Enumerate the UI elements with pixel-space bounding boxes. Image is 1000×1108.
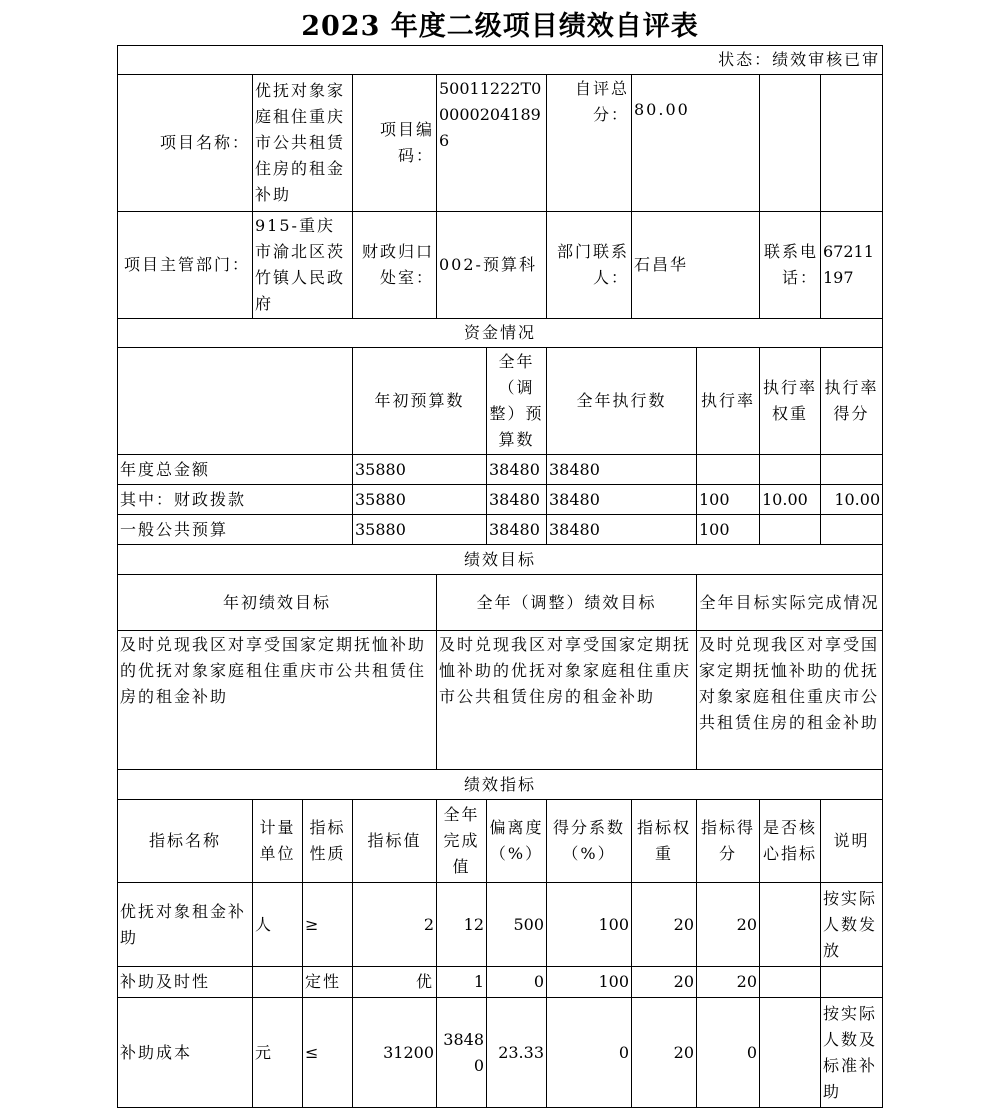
indicator-weight: 20 — [632, 883, 697, 967]
indicator-header-note: 说明 — [821, 800, 883, 883]
indicator-note — [821, 967, 883, 998]
funds-row-executed: 38480 — [547, 515, 697, 545]
indicator-header-actual: 全年完成值 — [437, 800, 487, 883]
goals-header-initial: 年初绩效目标 — [118, 575, 437, 631]
indicator-coef: 0 — [547, 998, 632, 1108]
funds-row-initial: 35880 — [353, 515, 487, 545]
funds-row — [118, 515, 883, 545]
indicator-header-deviation: 偏离度（%） — [487, 800, 547, 883]
indicators-header-row — [118, 800, 883, 883]
funds-row-name: 一般公共预算 — [118, 515, 353, 545]
funds-row-adjusted: 38480 — [487, 455, 547, 485]
contact-value: 石昌华 — [632, 212, 760, 319]
funds-row-rate: 100 — [697, 485, 760, 515]
project-name-label: 项目名称： — [118, 75, 253, 212]
indicator-name: 补助成本 — [118, 998, 253, 1108]
funds-row-weight: 10.00 — [760, 485, 821, 515]
empty-cell — [118, 348, 353, 455]
funds-row-name: 其中：财政拨款 — [118, 485, 353, 515]
funds-header-weight: 执行率权重 — [760, 348, 821, 455]
indicator-weight: 20 — [632, 967, 697, 998]
status-text: 状态：绩效审核已审 — [118, 46, 883, 75]
indicator-header-target: 指标值 — [353, 800, 437, 883]
funds-section-title: 资金情况 — [118, 319, 883, 348]
indicator-row — [118, 967, 883, 998]
indicators-section-title: 绩效指标 — [118, 770, 883, 800]
indicator-unit: 人 — [253, 883, 303, 967]
indicator-row — [118, 883, 883, 967]
indicators-section-row — [118, 770, 883, 800]
funds-header-score: 执行率得分 — [821, 348, 883, 455]
self-score-label: 自评总分： — [547, 75, 632, 212]
funds-row-score — [821, 455, 883, 485]
funds-row — [118, 485, 883, 515]
page-title: 2023 年度二级项目绩效自评表 — [301, 11, 699, 42]
indicator-header-name: 指标名称 — [118, 800, 253, 883]
phone-label: 联系电话： — [760, 212, 821, 319]
status-row — [118, 46, 883, 75]
indicator-name: 优抚对象租金补助 — [118, 883, 253, 967]
indicator-actual: 38480 — [437, 998, 487, 1108]
indicator-score: 20 — [697, 967, 760, 998]
funds-row-weight — [760, 455, 821, 485]
indicator-header-nature: 指标性质 — [303, 800, 353, 883]
funds-row-adjusted: 38480 — [487, 515, 547, 545]
goals-content-row — [118, 631, 883, 770]
dept-row — [118, 212, 883, 319]
indicator-nature: ≤ — [303, 998, 353, 1108]
project-name-row — [118, 75, 883, 212]
funds-row-adjusted: 38480 — [487, 485, 547, 515]
phone-value: 67211197 — [821, 212, 883, 319]
indicator-header-core: 是否核心指标 — [760, 800, 821, 883]
project-name-value: 优抚对象家庭租住重庆市公共租赁住房的租金补助 — [253, 75, 353, 212]
indicator-score: 20 — [697, 883, 760, 967]
goal-initial-text: 及时兑现我区对享受国家定期抚恤补助的优抚对象家庭租住重庆市公共租赁住房的租金补助 — [118, 631, 437, 770]
funds-row-initial: 35880 — [353, 485, 487, 515]
indicator-target: 31200 — [353, 998, 437, 1108]
funds-row-rate — [697, 455, 760, 485]
funds-row-name: 年度总金额 — [118, 455, 353, 485]
indicator-actual: 1 — [437, 967, 487, 998]
indicator-unit: 元 — [253, 998, 303, 1108]
indicator-header-weight: 指标权重 — [632, 800, 697, 883]
finance-value: 002-预算科 — [437, 212, 547, 319]
funds-row-initial: 35880 — [353, 455, 487, 485]
indicator-deviation: 0 — [487, 967, 547, 998]
indicator-nature: 定性 — [303, 967, 353, 998]
indicator-deviation: 500 — [487, 883, 547, 967]
indicator-core — [760, 967, 821, 998]
indicator-target: 优 — [353, 967, 437, 998]
indicator-name: 补助及时性 — [118, 967, 253, 998]
project-code-value: 50011222T000002041896 — [437, 75, 547, 212]
funds-section-row — [118, 319, 883, 348]
indicator-coef: 100 — [547, 883, 632, 967]
funds-row-weight — [760, 515, 821, 545]
funds-header-executed: 全年执行数 — [547, 348, 697, 455]
indicator-deviation: 23.33 — [487, 998, 547, 1108]
self-score-value: 80.00 — [632, 75, 760, 212]
goal-adjusted-text: 及时兑现我区对享受国家定期抚恤补助的优抚对象家庭租住重庆市公共租赁住房的租金补助 — [437, 631, 697, 770]
indicator-coef: 100 — [547, 967, 632, 998]
indicator-header-coef: 得分系数（%） — [547, 800, 632, 883]
indicator-core — [760, 998, 821, 1108]
funds-row-score — [821, 515, 883, 545]
funds-header-row — [118, 348, 883, 455]
indicator-header-score: 指标得分 — [697, 800, 760, 883]
goals-header-adjusted: 全年（调整）绩效目标 — [437, 575, 697, 631]
indicator-score: 0 — [697, 998, 760, 1108]
empty-cell — [821, 75, 883, 212]
project-code-label: 项目编码： — [353, 75, 437, 212]
funds-row-executed: 38480 — [547, 485, 697, 515]
indicator-header-unit: 计量单位 — [253, 800, 303, 883]
dept-label: 项目主管部门： — [118, 212, 253, 319]
funds-row-score: 10.00 — [821, 485, 883, 515]
dept-value: 915-重庆市渝北区茨竹镇人民政府 — [253, 212, 353, 319]
indicator-row — [118, 998, 883, 1108]
contact-label: 部门联系人： — [547, 212, 632, 319]
evaluation-table — [117, 45, 883, 1108]
indicator-unit — [253, 967, 303, 998]
goals-header-actual: 全年目标实际完成情况 — [697, 575, 883, 631]
indicator-nature: ≥ — [303, 883, 353, 967]
goals-header-row — [118, 575, 883, 631]
goal-actual-text: 及时兑现我区对享受国家定期抚恤补助的优抚对象家庭租住重庆市公共租赁住房的租金补助 — [697, 631, 883, 770]
funds-row-executed: 38480 — [547, 455, 697, 485]
funds-header-rate: 执行率 — [697, 348, 760, 455]
indicator-target: 2 — [353, 883, 437, 967]
goals-section-row — [118, 545, 883, 575]
goals-section-title: 绩效目标 — [118, 545, 883, 575]
indicator-core — [760, 883, 821, 967]
indicator-note: 按实际人数及标准补助 — [821, 998, 883, 1108]
finance-label: 财政归口处室： — [353, 212, 437, 319]
indicator-actual: 12 — [437, 883, 487, 967]
funds-row-rate: 100 — [697, 515, 760, 545]
funds-header-initial: 年初预算数 — [353, 348, 487, 455]
indicator-note: 按实际人数发放 — [821, 883, 883, 967]
funds-header-adjusted: 全年（调整）预算数 — [487, 348, 547, 455]
funds-row — [118, 455, 883, 485]
indicator-weight: 20 — [632, 998, 697, 1108]
empty-cell — [760, 75, 821, 212]
